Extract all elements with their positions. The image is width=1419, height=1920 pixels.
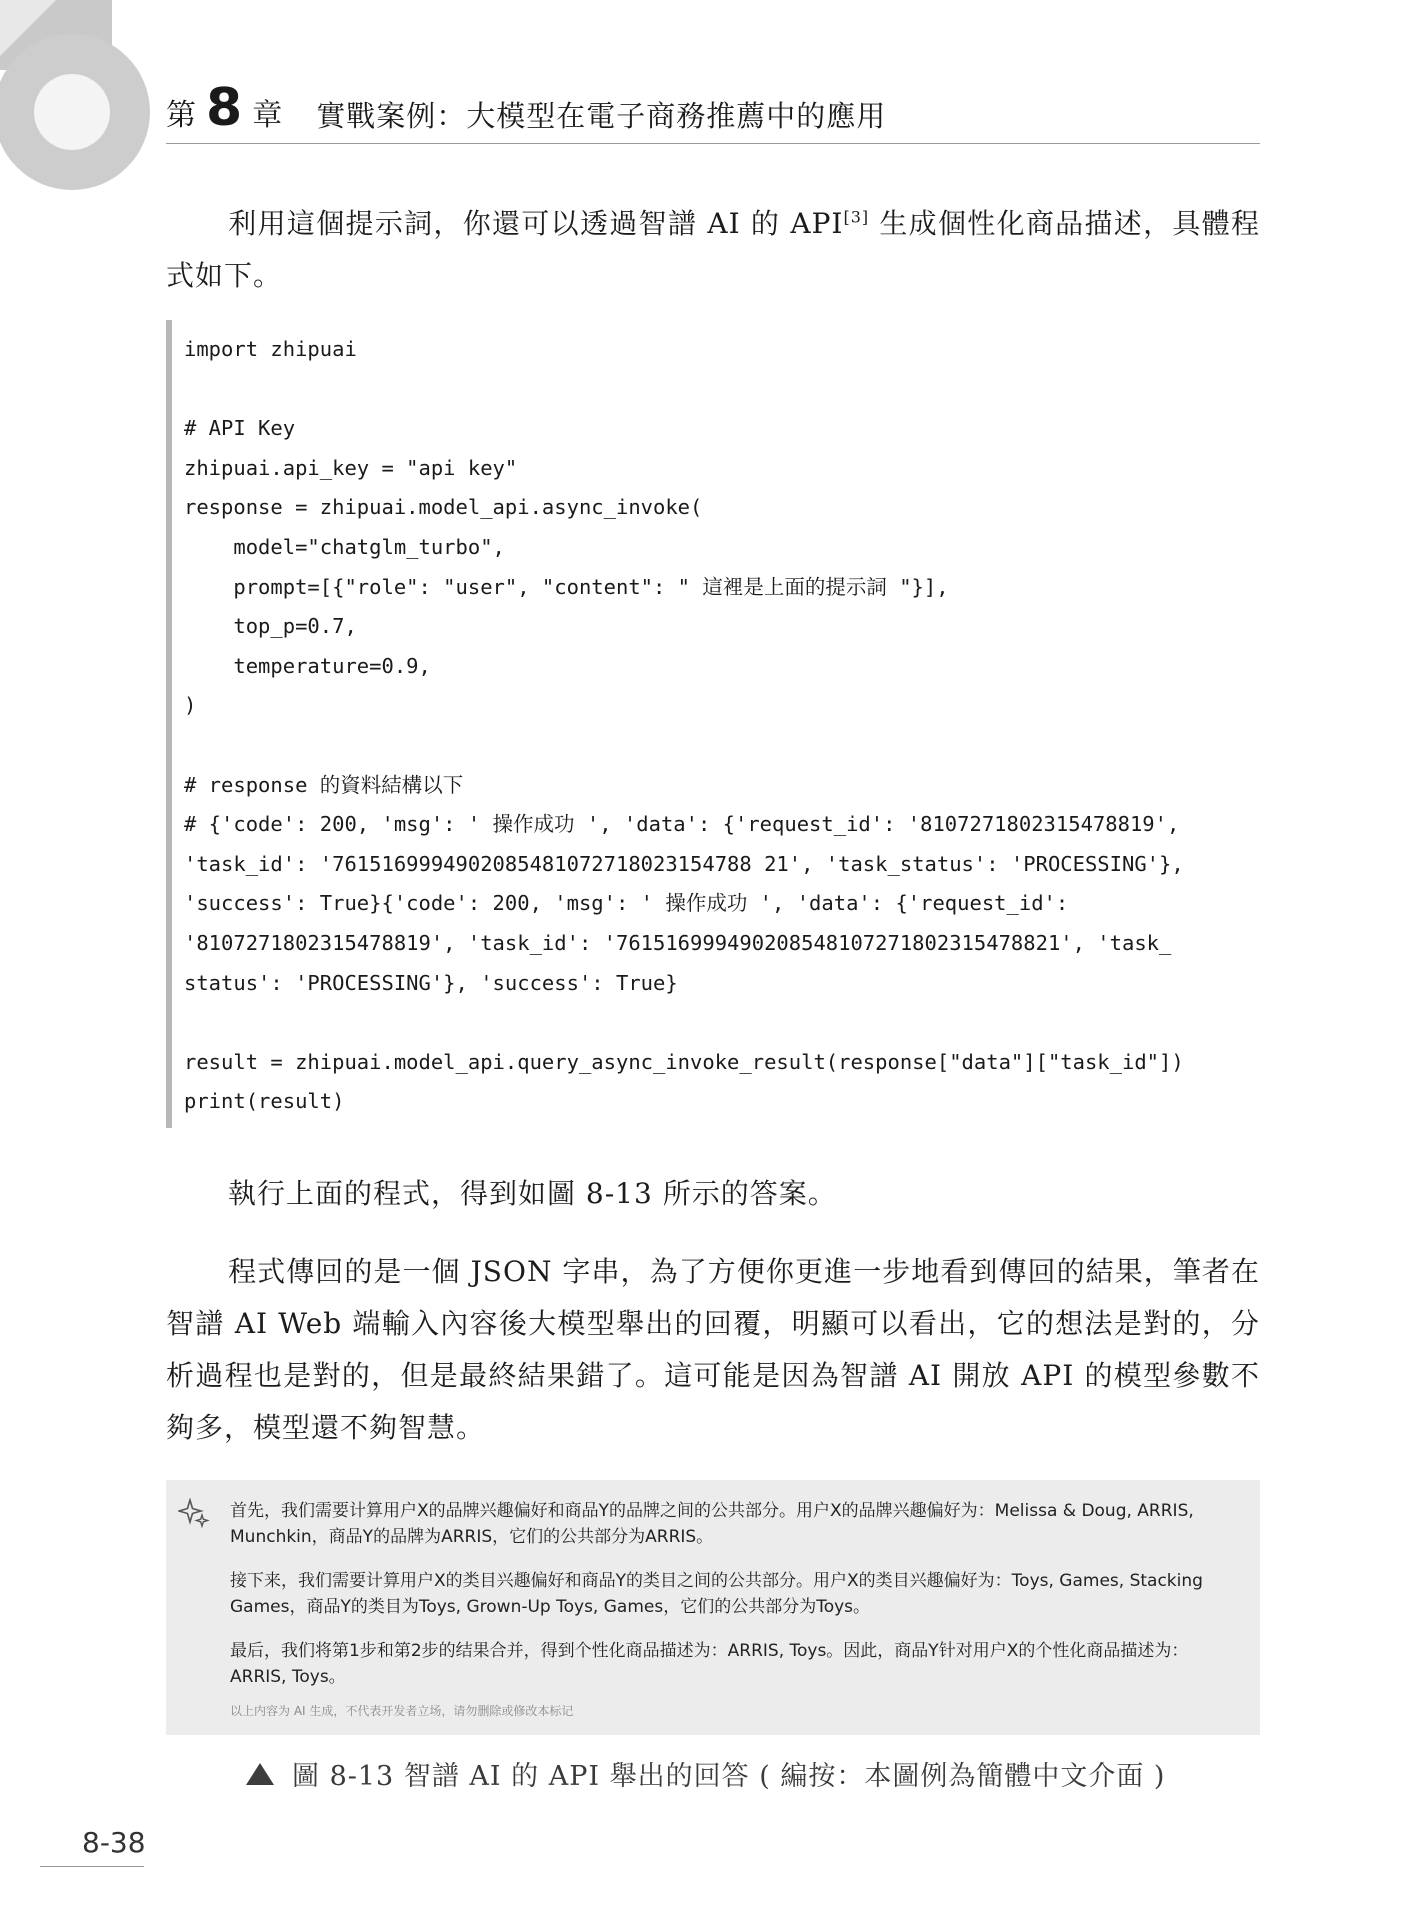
page-number-rule	[40, 1866, 144, 1867]
explanation-text: 程式傳回的是一個 JSON 字串，為了方便你更進一步地看到傳回的結果，筆者在智譜 AI Web 端輸入內容後大模型舉出的回覆，明顯可以看出，它的想法是對的，分析過程也是對的，但是最終結果錯了。這可能是因為智譜 AI 開放 API 的模型參數不夠多，模型還不夠智慧。	[166, 1255, 1260, 1444]
code-line: # response 的資料結構以下	[184, 772, 464, 797]
code-line	[184, 726, 1260, 766]
code-line: print(result)	[184, 1089, 345, 1114]
code-line: temperature=0.9,	[184, 653, 431, 678]
code-line: model="chatglm_turbo",	[184, 534, 505, 559]
code-line: )	[184, 693, 197, 718]
corner-triangle-decoration	[0, 0, 56, 56]
code-line: status': 'PROCESSING'}, 'success': True}	[184, 970, 678, 995]
figure-caption-text: 圖 8-13 智譜 AI 的 API 舉出的回答 ( 編按：本圖例為簡體中文介面 )	[292, 1761, 1166, 1792]
code-line	[184, 370, 1260, 410]
code-line: 'success': True}{'code': 200, 'msg': ' 操作成功 ', 'data': {'request_id':	[184, 891, 1069, 916]
figure-caption	[246, 1754, 1165, 1793]
code-line: top_p=0.7,	[184, 614, 357, 639]
code-line: zhipuai.api_key = "api key"	[184, 455, 518, 480]
code-line: 'task_id': '7615169994902085481072718023154788 21', 'task_status': 'PROCESSING'},	[184, 851, 1184, 876]
ai-response-step-2: 接下来，我们需要计算用户X的类目兴趣偏好和商品Y的类目之间的公共部分。用户X的类目兴趣偏好为：Toys, Games, Stacking Games，商品Y的类目为Toys, Grown-Up Toys, Games，它们的公共部分为Toys。	[230, 1571, 1203, 1617]
reference-marker: [3]	[843, 207, 870, 227]
run-result-paragraph	[166, 1168, 1260, 1220]
chapter-header	[166, 78, 1260, 144]
page-number: 8-38	[82, 1826, 146, 1859]
ai-response-step-1: 首先，我们需要计算用户X的品牌兴趣偏好和商品Y的品牌之间的公共部分。用户X的品牌兴趣偏好为：Melissa & Doug, ARRIS, Munchkin，商品Y的品牌为ARRIS，它们的公共部分为ARRIS。	[230, 1501, 1194, 1547]
code-block	[166, 320, 1260, 1128]
code-line: # API Key	[184, 416, 296, 441]
explanation-paragraph	[166, 1246, 1260, 1454]
code-line: response = zhipuai.model_api.async_invoke(	[184, 495, 703, 520]
corner-ring-decoration	[0, 34, 150, 190]
intro-text: 利用這個提示詞，你還可以透過智譜 AI 的 API	[228, 207, 844, 240]
chapter-title: 實戰案例：大模型在電子商務推薦中的應用	[316, 99, 887, 133]
code-line: '8107271802315478819', 'task_id': '761516999490208548107271802315478821', 'task_	[184, 930, 1172, 955]
chapter-suffix: 章	[252, 98, 283, 133]
code-line: prompt=[{"role": "user", "content": " 這裡是上面的提示詞 "}],	[184, 574, 949, 599]
sparkle-icon	[178, 1498, 210, 1530]
intro-paragraph	[166, 198, 1260, 302]
code-line: result = zhipuai.model_api.query_async_invoke_result(response["data"]["task_id"])	[184, 1049, 1184, 1074]
intro-text-continued: 生成個性化商品描述，具體程式如下。	[166, 207, 1261, 292]
code-line: import zhipuai	[184, 337, 357, 361]
ai-response-step-3: 最后，我们将第1步和第2步的结果合并，得到个性化商品描述为：ARRIS, Toys。因此，商品Y针对用户X的个性化商品描述为：ARRIS, Toys。	[230, 1641, 1189, 1687]
ai-response-figure	[166, 1480, 1260, 1735]
code-line	[184, 1003, 1260, 1043]
chapter-word: 第	[166, 98, 196, 133]
run-result-text: 執行上面的程式，得到如圖 8-13 所示的答案。	[228, 1177, 837, 1210]
ai-disclaimer: 以上内容为 AI 生成，不代表开发者立场，请勿删除或修改本标记	[230, 1704, 574, 1718]
chapter-number: 8	[206, 78, 243, 138]
code-line: # {'code': 200, 'msg': ' 操作成功 ', 'data': {'request_id': '8107271802315478819',	[184, 812, 1180, 837]
triangle-icon	[246, 1763, 274, 1785]
